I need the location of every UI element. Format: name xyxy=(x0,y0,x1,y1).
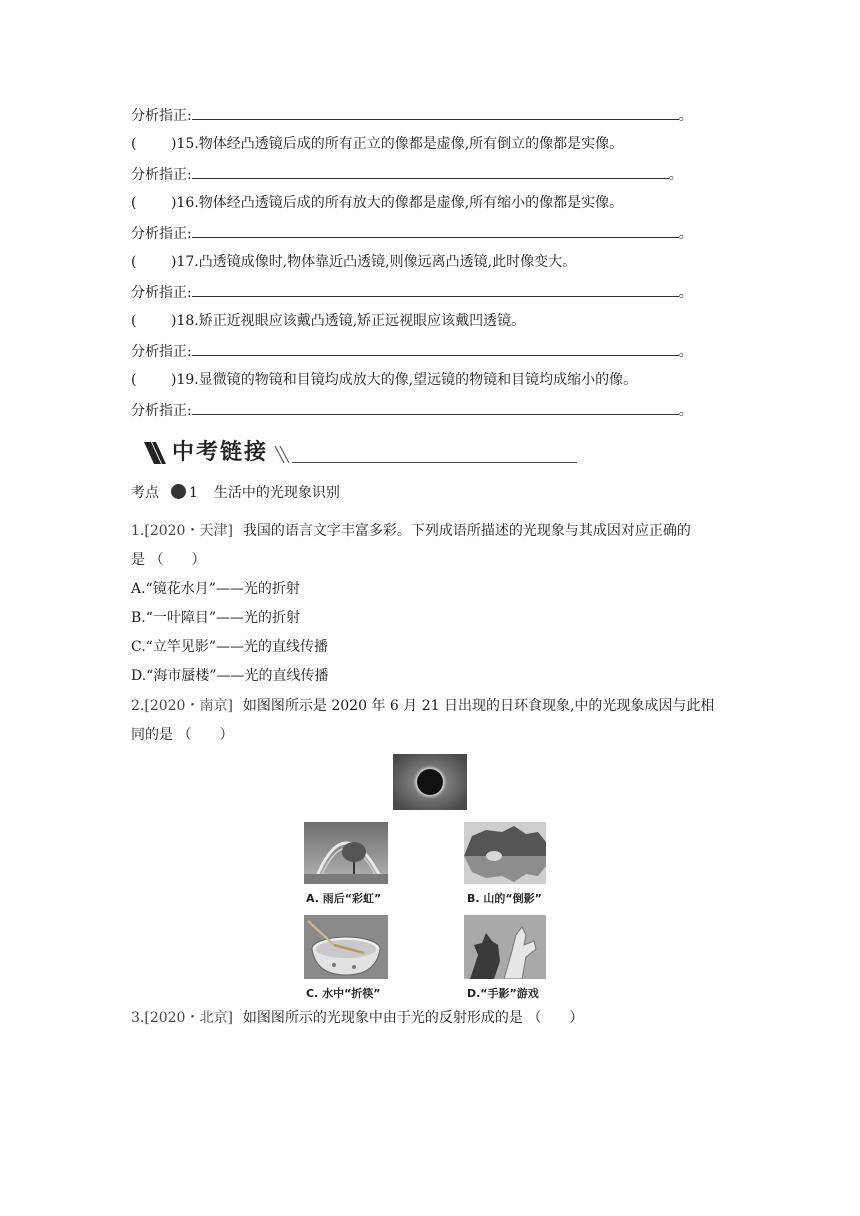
statement-item-15 xyxy=(131,134,623,154)
question-text: 是 （ ） xyxy=(131,552,206,568)
option-a[interactable]: A.“镜花水月”——光的折射 xyxy=(131,581,300,597)
question-tag: 1.[2020・天津] xyxy=(131,523,233,539)
answer-bracket[interactable]: ( xyxy=(131,136,137,152)
answer-blank[interactable] xyxy=(192,400,679,415)
statement-text: )15.物体经凸透镜后成的所有正立的像都是虚像,所有倒立的像都是实像。 xyxy=(171,136,624,152)
option-b[interactable]: B.“一叶障目”——光的折射 xyxy=(131,610,301,626)
banner-rule xyxy=(292,462,577,463)
analysis-label: 分析指正: xyxy=(131,167,192,183)
end-mark: 。 xyxy=(678,108,693,124)
analysis-label: 分析指正: xyxy=(131,226,192,242)
analysis-line xyxy=(131,105,693,126)
analysis-label: 分析指正: xyxy=(131,108,192,124)
answer-bracket[interactable]: ( xyxy=(131,195,137,211)
topic-prefix: 考点 xyxy=(131,485,159,501)
caption-c: C. 水中“折筷” xyxy=(306,987,381,1000)
question-text: 如图图所示是 2020 年 6 月 21 日出现的日环食现象,中的光现象成因与此相 xyxy=(242,698,715,714)
analysis-line xyxy=(131,223,693,244)
option-d[interactable]: D.“海市蜃楼”——光的直线传播 xyxy=(131,668,329,684)
question-2-stem-cont xyxy=(131,725,233,745)
question-text: 我国的语言文字丰富多彩。下列成语所描述的光现象与其成因对应正确的 xyxy=(242,523,691,539)
caption-d: D.“手影”游戏 xyxy=(467,987,539,1000)
double-slash-icon xyxy=(272,440,294,466)
question-1-stem xyxy=(131,521,691,541)
question-text: 同的是 （ ） xyxy=(131,727,234,743)
answer-blank[interactable] xyxy=(192,282,679,297)
question-2-stem xyxy=(131,696,714,716)
end-mark: 。 xyxy=(678,344,693,360)
answer-bracket[interactable]: ( xyxy=(131,313,137,329)
statement-item-18 xyxy=(131,311,525,331)
analysis-label: 分析指正: xyxy=(131,403,192,419)
caption-b: B. 山的“倒影” xyxy=(467,892,542,905)
answer-bracket[interactable]: ( xyxy=(131,372,137,388)
mountain-reflection-image xyxy=(464,822,546,884)
topic-dot-icon xyxy=(171,484,186,499)
rainbow-image xyxy=(304,822,388,884)
bent-chopsticks-image xyxy=(304,915,388,979)
statement-text: )17.凸透镜成像时,物体靠近凸透镜,则像远离凸透镜,此时像变大。 xyxy=(171,254,577,270)
statement-text: )18.矫正近视眼应该戴凸透镜,矫正远视眼应该戴凹透镜。 xyxy=(171,313,526,329)
analysis-line xyxy=(131,400,693,421)
statement-item-16 xyxy=(131,193,623,213)
analysis-line xyxy=(131,164,683,185)
end-mark: 。 xyxy=(678,226,693,242)
end-mark: 。 xyxy=(678,285,693,301)
section-title: 中考链接 xyxy=(172,440,269,465)
analysis-label: 分析指正: xyxy=(131,344,192,360)
end-mark: 。 xyxy=(668,167,683,183)
answer-bracket[interactable]: ( xyxy=(131,254,137,270)
question-1-stem-cont xyxy=(131,550,205,570)
question-tag: 2.[2020・南京] xyxy=(131,698,233,714)
answer-blank[interactable] xyxy=(192,223,679,238)
answer-blank[interactable] xyxy=(192,105,679,120)
analysis-line xyxy=(131,282,693,303)
slash-decor-icon xyxy=(142,440,170,466)
section-banner xyxy=(142,440,582,466)
analysis-label: 分析指正: xyxy=(131,285,192,301)
question-3-stem xyxy=(131,1008,583,1028)
caption-a: A. 雨后“彩虹” xyxy=(306,892,382,905)
topic-number: 1 xyxy=(189,485,198,501)
answer-blank[interactable] xyxy=(192,164,669,179)
topic-name: 生活中的光现象识别 xyxy=(213,485,340,501)
hand-shadow-image xyxy=(464,915,546,979)
analysis-line xyxy=(131,341,693,362)
annular-eclipse-image xyxy=(393,754,467,810)
end-mark: 。 xyxy=(678,403,693,419)
statement-text: )16.物体经凸透镜后成的所有放大的像都是虚像,所有缩小的像都是实像。 xyxy=(171,195,624,211)
statement-item-17 xyxy=(131,252,576,272)
question-tag: 3.[2020・北京] xyxy=(131,1010,233,1026)
answer-blank[interactable] xyxy=(192,341,679,356)
question-text: 如图图所示的光现象中由于光的反射形成的是 （ ） xyxy=(242,1010,584,1026)
statement-text: )19.显微镜的物镜和目镜均成放大的像,望远镜的物镜和目镜均成缩小的像。 xyxy=(171,372,638,388)
topic-heading xyxy=(131,483,340,503)
statement-item-19 xyxy=(131,370,637,390)
option-c[interactable]: C.“立竿见影”——光的直线传播 xyxy=(131,639,328,655)
